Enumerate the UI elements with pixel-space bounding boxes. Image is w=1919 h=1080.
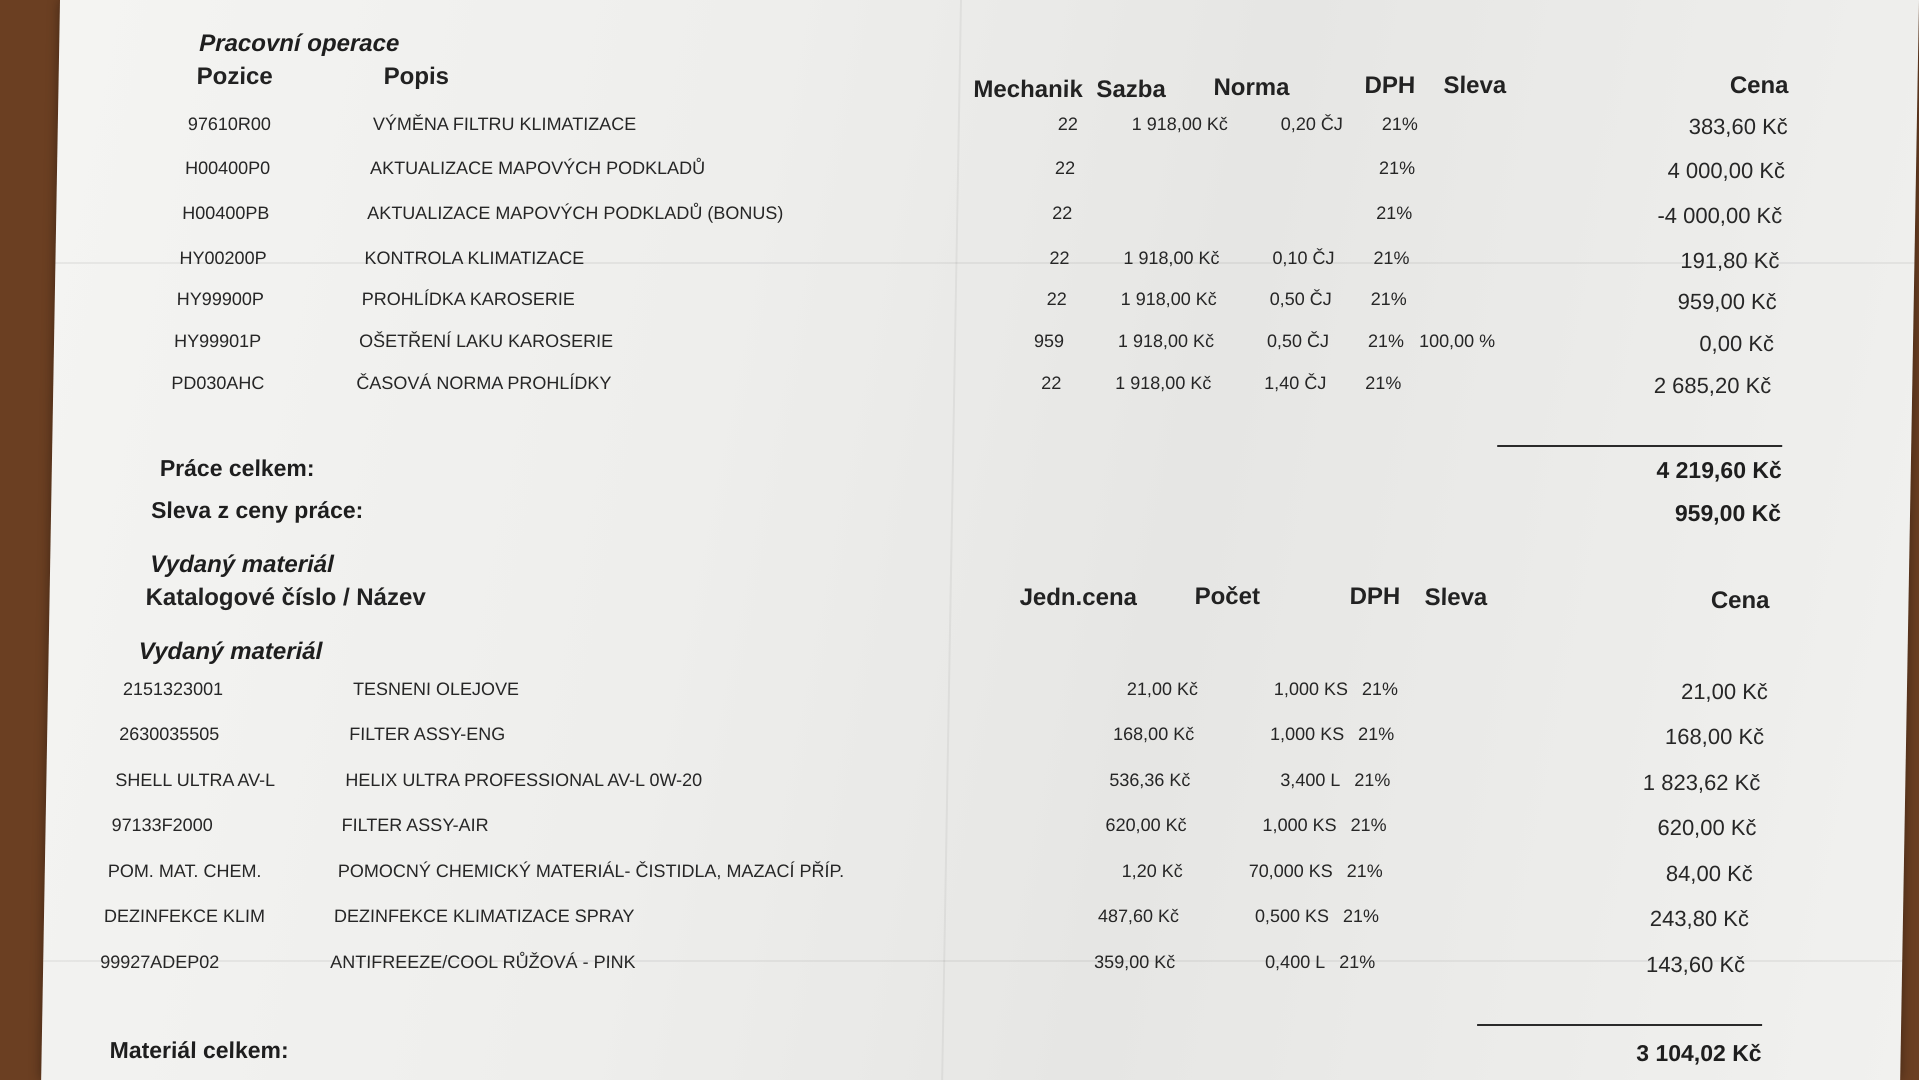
labor-row-4-dph: 21% [1370, 289, 1407, 309]
labor-row-0-cena: 383,60 Kč [1688, 114, 1789, 139]
labor-header-sazba: Sazba [1096, 76, 1167, 103]
material-row-4-dph: 21% [1346, 861, 1383, 881]
labor-row-5-norma: 0,50 ČJ [1266, 331, 1330, 351]
material-total-value: 3 104,02 Kč [1636, 1040, 1762, 1066]
labor-row-0-sazba: 1 918,00 Kč [1131, 114, 1229, 134]
paper-fold-vertical [941, 0, 962, 1080]
material-row-1-pocet: 1,000 KS [1269, 724, 1345, 744]
labor-row-5-popis: OŠETŘENÍ LAKU KAROSERIE [358, 331, 614, 351]
material-row-5-cena: 243,80 Kč [1649, 906, 1750, 931]
material-row-6-kod: 99927ADEP02 [100, 952, 220, 972]
labor-row-6-dph: 21% [1365, 373, 1402, 393]
labor-row-2-dph: 21% [1376, 203, 1413, 223]
labor-row-5-sazba: 1 918,00 Kč [1117, 331, 1215, 351]
labor-row-0-norma: 0,20 ČJ [1280, 114, 1344, 134]
material-row-5-nazev: DEZINFEKCE KLIMATIZACE SPRAY [333, 906, 635, 926]
labor-row-4-mechanik: 22 [1046, 289, 1067, 309]
labor-row-5-sleva: 100,00 % [1418, 331, 1496, 351]
labor-row-3-pozice: HY00200P [179, 248, 267, 268]
labor-total-rule [1497, 445, 1782, 447]
labor-row-3-dph: 21% [1373, 248, 1410, 268]
labor-row-6-sazba: 1 918,00 Kč [1115, 373, 1212, 393]
material-row-0-kod: 2151323001 [122, 679, 224, 699]
labor-row-1-mechanik: 22 [1054, 158, 1076, 178]
labor-row-4-cena: 959,00 Kč [1677, 289, 1777, 314]
material-row-4-kod: POM. MAT. CHEM. [107, 861, 262, 881]
material-row-6-pocet: 0,400 L [1264, 952, 1326, 972]
labor-row-4-sazba: 1 918,00 Kč [1120, 289, 1217, 309]
material-row-0-nazev: TESNENI OLEJOVE [352, 679, 520, 699]
material-row-5-dph: 21% [1342, 906, 1380, 926]
material-total-rule [1477, 1024, 1762, 1026]
labor-row-2-popis: AKTUALIZACE MAPOVÝCH PODKLADŮ (BONUS) [367, 203, 784, 223]
material-row-4-pocet: 70,000 KS [1248, 861, 1333, 881]
labor-row-6-pozice: PD030AHC [171, 373, 265, 393]
labor-row-5-cena: 0,00 Kč [1699, 331, 1775, 356]
material-row-4-nazev: POMOCNÝ CHEMICKÝ MATERIÁL- ČISTIDLA, MAZACÍ PŘÍP. [337, 861, 845, 881]
material-row-0-jedn_cena: 21,00 Kč [1126, 679, 1199, 699]
labor-discount-value: 959,00 Kč [1674, 500, 1782, 526]
labor-row-3-popis: KONTROLA KLIMATIZACE [364, 248, 585, 268]
labor-row-0-mechanik: 22 [1057, 114, 1079, 134]
labor-total-label: Práce celkem: [159, 455, 315, 481]
material-row-3-pocet: 1,000 KS [1262, 815, 1337, 835]
labor-row-1-dph: 21% [1378, 158, 1416, 178]
material-row-4-jedn_cena: 1,20 Kč [1121, 861, 1183, 881]
labor-row-4-norma: 0,50 ČJ [1269, 289, 1332, 309]
material-row-1-dph: 21% [1357, 724, 1395, 744]
material-row-3-jedn_cena: 620,00 Kč [1105, 815, 1187, 835]
labor-row-4-popis: PROHLÍDKA KAROSERIE [361, 289, 576, 309]
material-header-jedn-cena: Jedn.cena [1019, 584, 1138, 611]
material-row-6-dph: 21% [1339, 952, 1376, 972]
labor-header-popis: Popis [383, 63, 450, 90]
material-row-2-cena: 1 823,62 Kč [1642, 770, 1761, 795]
material-row-5-jedn_cena: 487,60 Kč [1097, 906, 1180, 926]
labor-header-sleva: Sleva [1443, 72, 1507, 99]
material-row-6-cena: 143,60 Kč [1645, 952, 1746, 977]
material-row-1-jedn_cena: 168,00 Kč [1112, 724, 1195, 744]
material-row-1-nazev: FILTER ASSY-ENG [349, 724, 506, 744]
labor-row-0-popis: VÝMĚNA FILTRU KLIMATIZACE [372, 114, 637, 134]
material-total-label: Materiál celkem: [109, 1037, 289, 1063]
material-section-title: Vydaný materiál [149, 551, 335, 578]
material-row-3-cena: 620,00 Kč [1657, 815, 1757, 840]
labor-row-6-popis: ČASOVÁ NORMA PROHLÍDKY [356, 373, 612, 393]
material-row-2-pocet: 3,400 L [1280, 770, 1341, 790]
labor-row-2-mechanik: 22 [1052, 203, 1073, 223]
labor-row-3-norma: 0,10 ČJ [1272, 248, 1335, 268]
labor-total-value: 4 219,60 Kč [1656, 457, 1783, 483]
material-header-pocet: Počet [1194, 583, 1261, 610]
material-header-katalog: Katalogové číslo / Název [145, 584, 426, 611]
material-row-2-kod: SHELL ULTRA AV-L [115, 770, 276, 790]
labor-header-pozice: Pozice [196, 63, 273, 90]
labor-row-3-mechanik: 22 [1049, 248, 1070, 268]
labor-row-6-mechanik: 22 [1041, 373, 1062, 393]
labor-row-5-mechanik: 959 [1033, 331, 1065, 351]
material-row-1-kod: 2630035505 [119, 724, 220, 744]
material-row-3-dph: 21% [1350, 815, 1387, 835]
material-row-0-dph: 21% [1361, 679, 1399, 699]
labor-row-2-pozice: H00400PB [182, 203, 270, 223]
labor-discount-label: Sleva z ceny práce: [150, 497, 364, 523]
labor-section-title: Pracovní operace [199, 30, 400, 57]
labor-row-2-cena: -4 000,00 Kč [1657, 203, 1783, 228]
material-row-2-jedn_cena: 536,36 Kč [1109, 770, 1191, 790]
material-header-sleva: Sleva [1424, 584, 1488, 611]
material-row-3-nazev: FILTER ASSY-AIR [341, 815, 489, 835]
labor-row-1-pozice: H00400P0 [184, 158, 271, 178]
material-row-2-nazev: HELIX ULTRA PROFESSIONAL AV-L 0W-20 [345, 770, 703, 790]
labor-header-dph: DPH [1364, 72, 1416, 99]
labor-row-1-cena: 4 000,00 Kč [1667, 158, 1786, 183]
invoice-paper [41, 0, 1919, 1080]
labor-row-1-popis: AKTUALIZACE MAPOVÝCH PODKLADŮ [369, 158, 706, 178]
material-group-title: Vydaný materiál [138, 638, 323, 665]
labor-row-5-pozice: HY99901P [173, 331, 262, 351]
labor-row-6-norma: 1,40 ČJ [1264, 373, 1327, 393]
material-row-0-cena: 21,00 Kč [1680, 679, 1769, 704]
material-row-6-jedn_cena: 359,00 Kč [1093, 952, 1176, 972]
material-row-5-kod: DEZINFEKCE KLIM [103, 906, 266, 926]
material-row-6-nazev: ANTIFREEZE/COOL RŮŽOVÁ - PINK [330, 952, 636, 972]
labor-row-0-dph: 21% [1381, 114, 1419, 134]
labor-header-mechanik: Mechanik [973, 76, 1084, 103]
material-row-4-cena: 84,00 Kč [1665, 861, 1753, 886]
material-header-dph: DPH [1349, 583, 1401, 610]
material-row-0-pocet: 1,000 KS [1273, 679, 1349, 699]
labor-row-4-pozice: HY99900P [176, 289, 265, 309]
material-row-5-pocet: 0,500 KS [1254, 906, 1330, 926]
labor-row-5-dph: 21% [1367, 331, 1405, 351]
labor-row-0-pozice: 97610R00 [187, 114, 272, 134]
material-header-cena: Cena [1710, 587, 1770, 614]
labor-row-3-sazba: 1 918,00 Kč [1123, 248, 1220, 268]
material-row-2-dph: 21% [1354, 770, 1391, 790]
material-row-3-kod: 97133F2000 [111, 815, 213, 835]
labor-row-6-cena: 2 685,20 Kč [1653, 373, 1772, 398]
labor-header-norma: Norma [1213, 74, 1290, 101]
labor-header-cena: Cena [1729, 72, 1789, 99]
material-row-1-cena: 168,00 Kč [1664, 724, 1765, 749]
labor-row-3-cena: 191,80 Kč [1680, 248, 1780, 273]
